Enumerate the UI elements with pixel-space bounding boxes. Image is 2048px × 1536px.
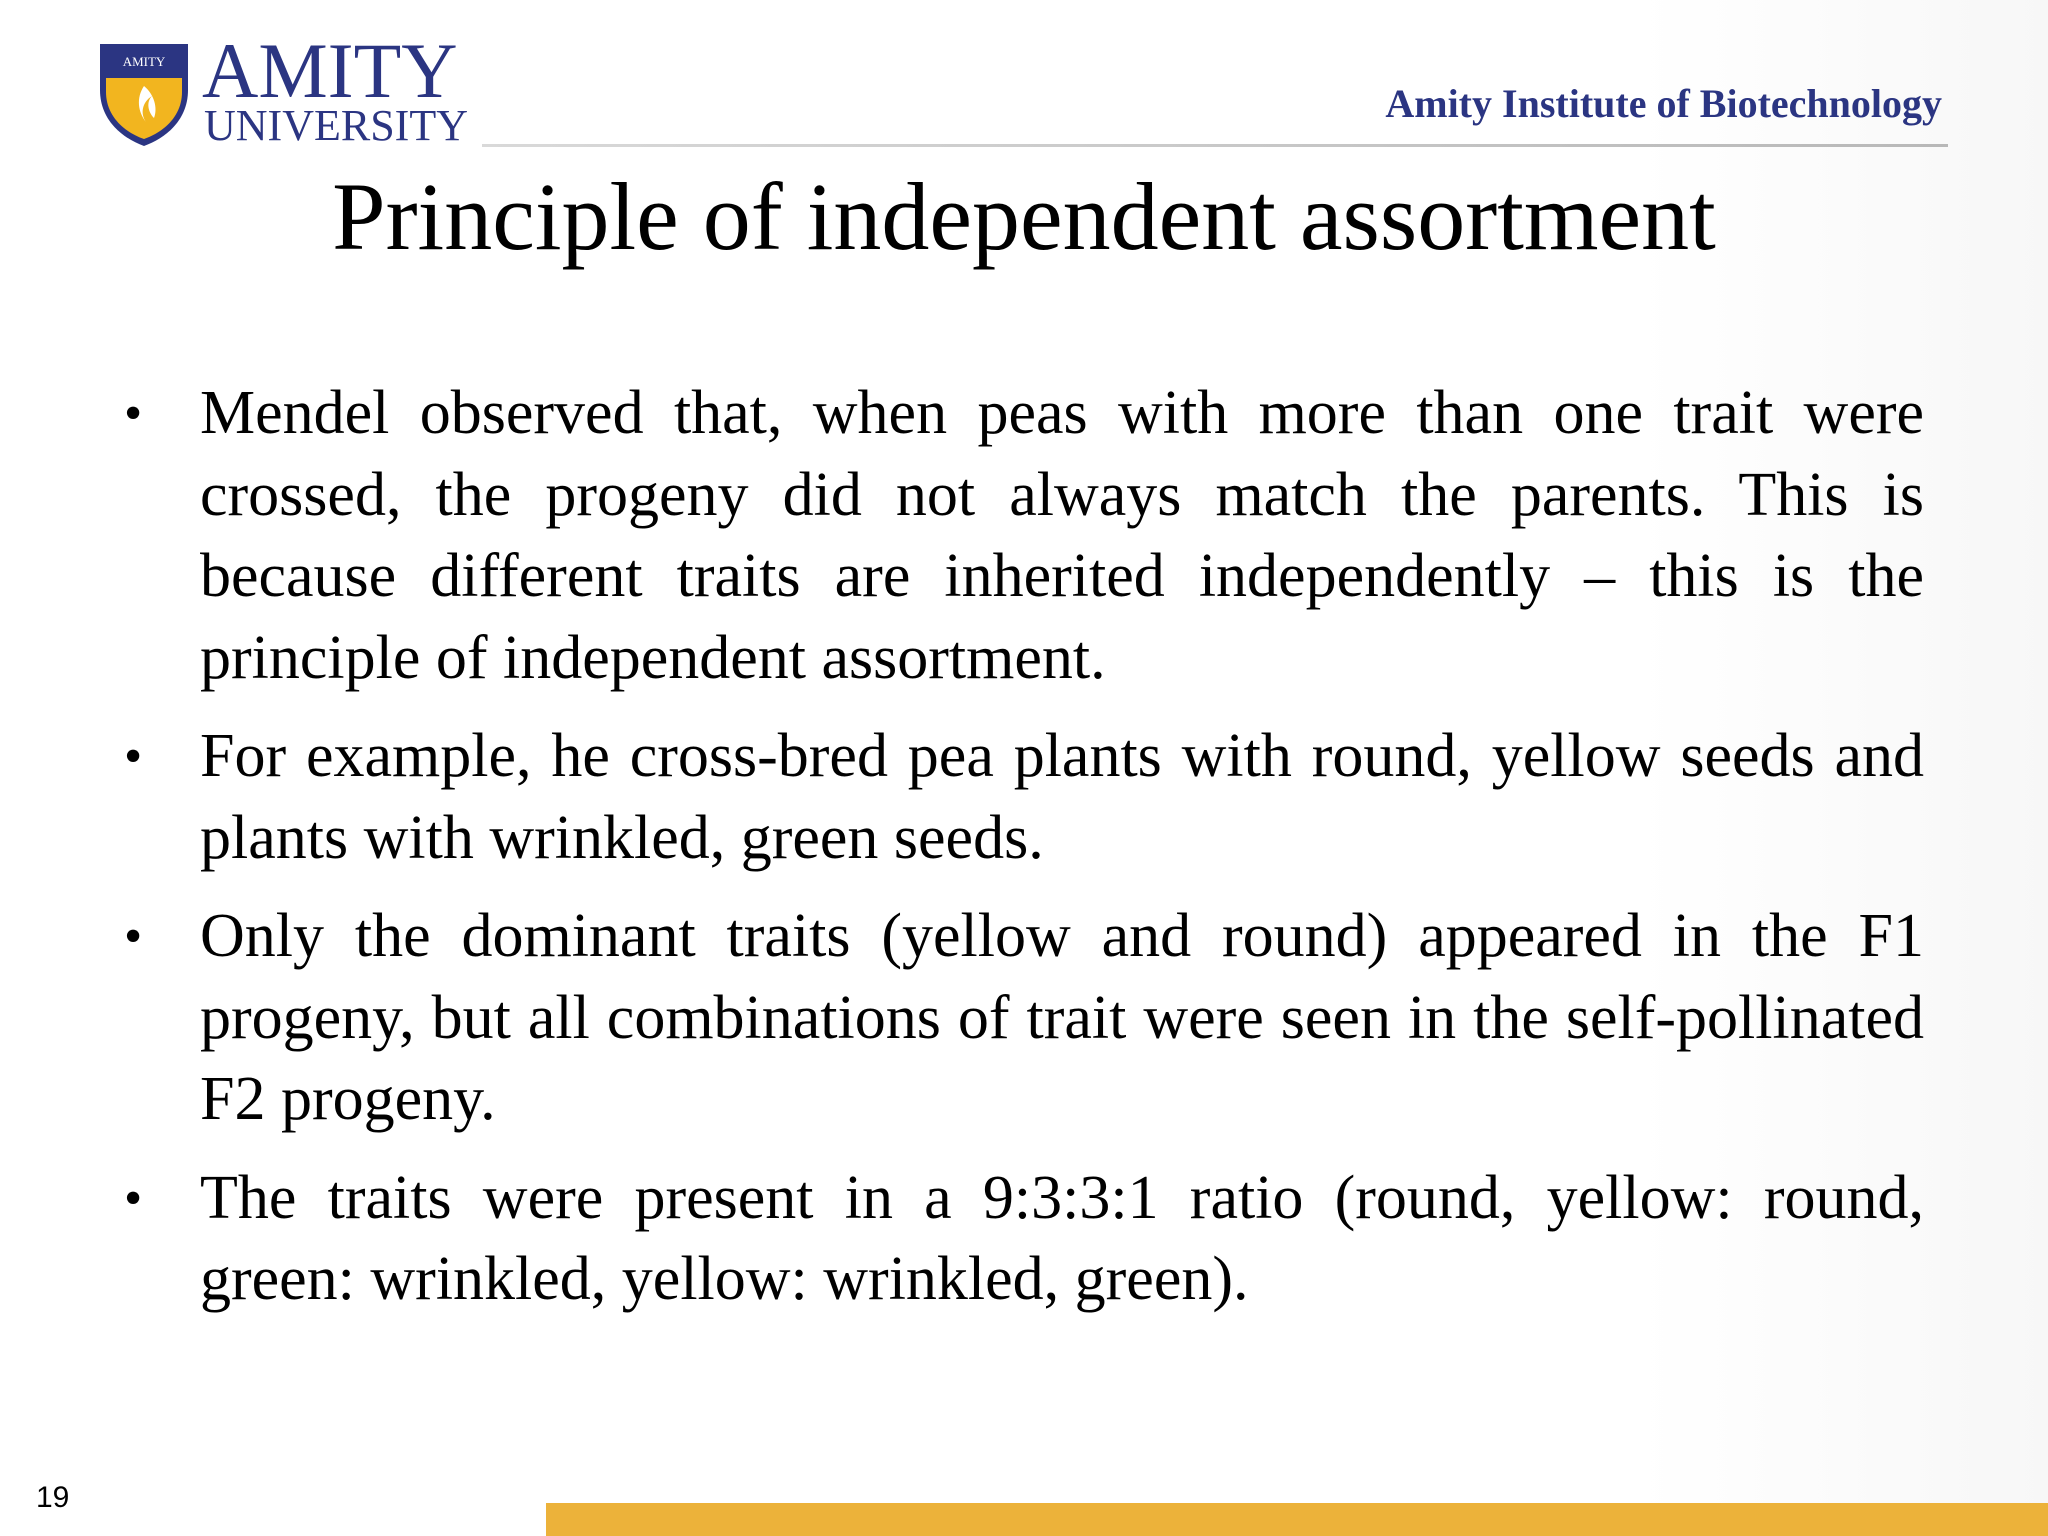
bullet-marker: •	[124, 728, 143, 785]
bullet-item	[124, 716, 1924, 879]
shield-label: AMITY	[122, 54, 166, 69]
page-number: 19	[36, 1481, 70, 1514]
institute-name: Amity Institute of Biotechnology	[1385, 81, 1942, 126]
bullet-text: Only the dominant traits (yellow and round) appeared in the F1 progeny, but all combinations of trait were seen in the self-pollinated F2 progeny.	[200, 902, 1924, 1133]
amity-university-logo	[96, 27, 468, 150]
bullet-marker: •	[124, 1169, 143, 1227]
bullet-text: The traits were present in a 9:3:3:1 ratio (round, yellow: round, green: wrinkled, yellow: wrinkled, green).	[200, 1163, 1924, 1313]
shield-icon	[96, 38, 192, 148]
footer-accent-bar	[546, 1503, 2048, 1536]
bullet-item	[124, 373, 1924, 699]
bullet-list	[124, 373, 1924, 1338]
bullet-text: For example, he cross-bred pea plants with round, yellow seeds and plants with wrinkled, green seeds.	[200, 722, 1924, 872]
header-divider	[482, 144, 1948, 147]
bullet-item	[124, 1158, 1924, 1321]
bullet-item	[124, 896, 1924, 1141]
bullet-marker: •	[124, 908, 143, 965]
bullet-marker: •	[124, 385, 143, 442]
logo-subtitle: UNIVERSITY	[204, 101, 468, 150]
logo-wordmark: AMITY	[202, 27, 458, 114]
bullet-text: Mendel observed that, when peas with more than one trait were crossed, the progeny did not always match the parents. This is because different traits are inherited independently – this is the principle of independent assortment.	[200, 379, 1924, 692]
slide-title: Principle of independent assortment	[332, 163, 1716, 270]
